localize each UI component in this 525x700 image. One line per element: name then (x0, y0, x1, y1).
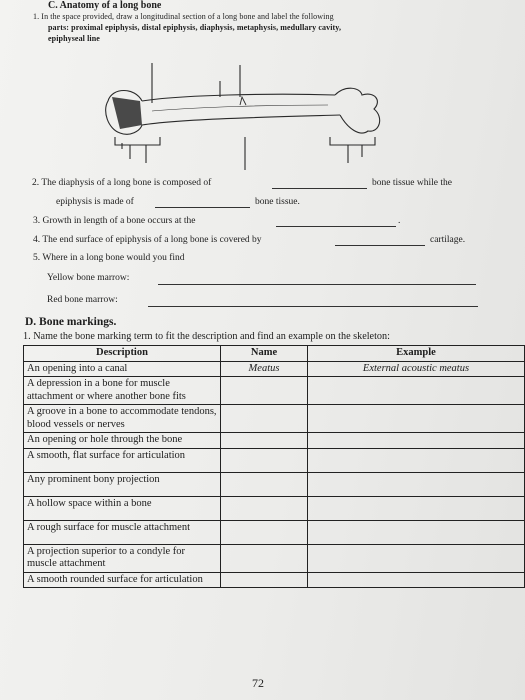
bone-markings-table (23, 345, 525, 588)
row-name[interactable]: Meatus (221, 361, 308, 377)
yellow-marrow-label: Yellow bone marrow: (47, 273, 130, 283)
q2-text-2: bone tissue while the (372, 178, 452, 188)
section-c-instruction-3: epiphyseal line (48, 34, 100, 43)
section-d-instruction: 1. Name the bone marking term to fit the description and find an example on the skeleton: (23, 331, 390, 342)
q4-text-2: cartilage. (430, 235, 466, 245)
row-name[interactable] (221, 448, 308, 472)
table-row (24, 448, 525, 472)
row-description: An opening into a canal (24, 361, 221, 377)
table-row (24, 405, 525, 433)
section-c-title: C. Anatomy of a long bone (48, 0, 162, 11)
section-c-instruction-1: 1. In the space provided, draw a longitudinal section of a long bone and label the following (33, 12, 334, 21)
row-name[interactable] (221, 572, 308, 588)
row-example[interactable] (308, 433, 525, 449)
q2-text-1: 2. The diaphysis of a long bone is composed of (32, 178, 212, 188)
row-description: An opening or hole through the bone (24, 433, 221, 449)
row-example[interactable] (308, 544, 525, 572)
row-description: A hollow space within a bone (24, 496, 221, 520)
q2-blank-2[interactable] (155, 207, 250, 208)
q2-text-3: epiphysis is made of (56, 197, 134, 207)
row-description: A groove in a bone to accommodate tendons, blood vessels or nerves (24, 405, 221, 433)
row-name[interactable] (221, 433, 308, 449)
row-name[interactable] (221, 472, 308, 496)
section-d-title: D. Bone markings. (25, 316, 117, 328)
table-row (24, 377, 525, 405)
table-row (24, 544, 525, 572)
row-example[interactable] (308, 520, 525, 544)
page-number: 72 (252, 676, 264, 690)
row-example[interactable] (308, 472, 525, 496)
header-example: Example (308, 346, 525, 362)
q2-text-4: bone tissue. (255, 197, 300, 207)
q4-text-1: 4. The end surface of epiphysis of a long bone is covered by (33, 235, 262, 245)
row-description: A projection superior to a condyle for muscle attachment (24, 544, 221, 572)
row-description: A depression in a bone for muscle attachment or where another bone fits (24, 377, 221, 405)
row-example[interactable] (308, 405, 525, 433)
table-row (24, 472, 525, 496)
row-description: A rough surface for muscle attachment (24, 520, 221, 544)
row-name[interactable] (221, 544, 308, 572)
row-name[interactable] (221, 405, 308, 433)
table-row (24, 361, 525, 377)
q5-text: 5. Where in a long bone would you find (33, 253, 185, 263)
q3-text: 3. Growth in length of a bone occurs at the (33, 216, 196, 226)
red-marrow-blank[interactable] (148, 306, 478, 307)
yellow-marrow-blank[interactable] (158, 284, 476, 285)
q3-period: . (398, 216, 401, 226)
row-example[interactable] (308, 572, 525, 588)
header-name: Name (221, 346, 308, 362)
table-row (24, 433, 525, 449)
row-name[interactable] (221, 520, 308, 544)
row-example[interactable] (308, 377, 525, 405)
row-name[interactable] (221, 496, 308, 520)
table-row (24, 520, 525, 544)
row-description: Any prominent bony projection (24, 472, 221, 496)
long-bone-drawing (90, 45, 400, 175)
q4-blank[interactable] (335, 245, 425, 246)
row-example[interactable] (308, 496, 525, 520)
table-row (24, 496, 525, 520)
row-description: A smooth rounded surface for articulation (24, 572, 221, 588)
q3-blank[interactable] (276, 226, 396, 227)
red-marrow-label: Red bone marrow: (47, 295, 118, 305)
table-row (24, 572, 525, 588)
section-c-instruction-2: parts: proximal epiphysis, distal epiphysis, diaphysis, metaphysis, medullary cavity, (48, 23, 342, 32)
row-example[interactable] (308, 448, 525, 472)
table-header-row (24, 346, 525, 362)
row-example[interactable]: External acoustic meatus (308, 361, 525, 377)
row-description: A smooth, flat surface for articulation (24, 448, 221, 472)
q2-blank-1[interactable] (272, 188, 367, 189)
row-name[interactable] (221, 377, 308, 405)
header-description: Description (24, 346, 221, 362)
